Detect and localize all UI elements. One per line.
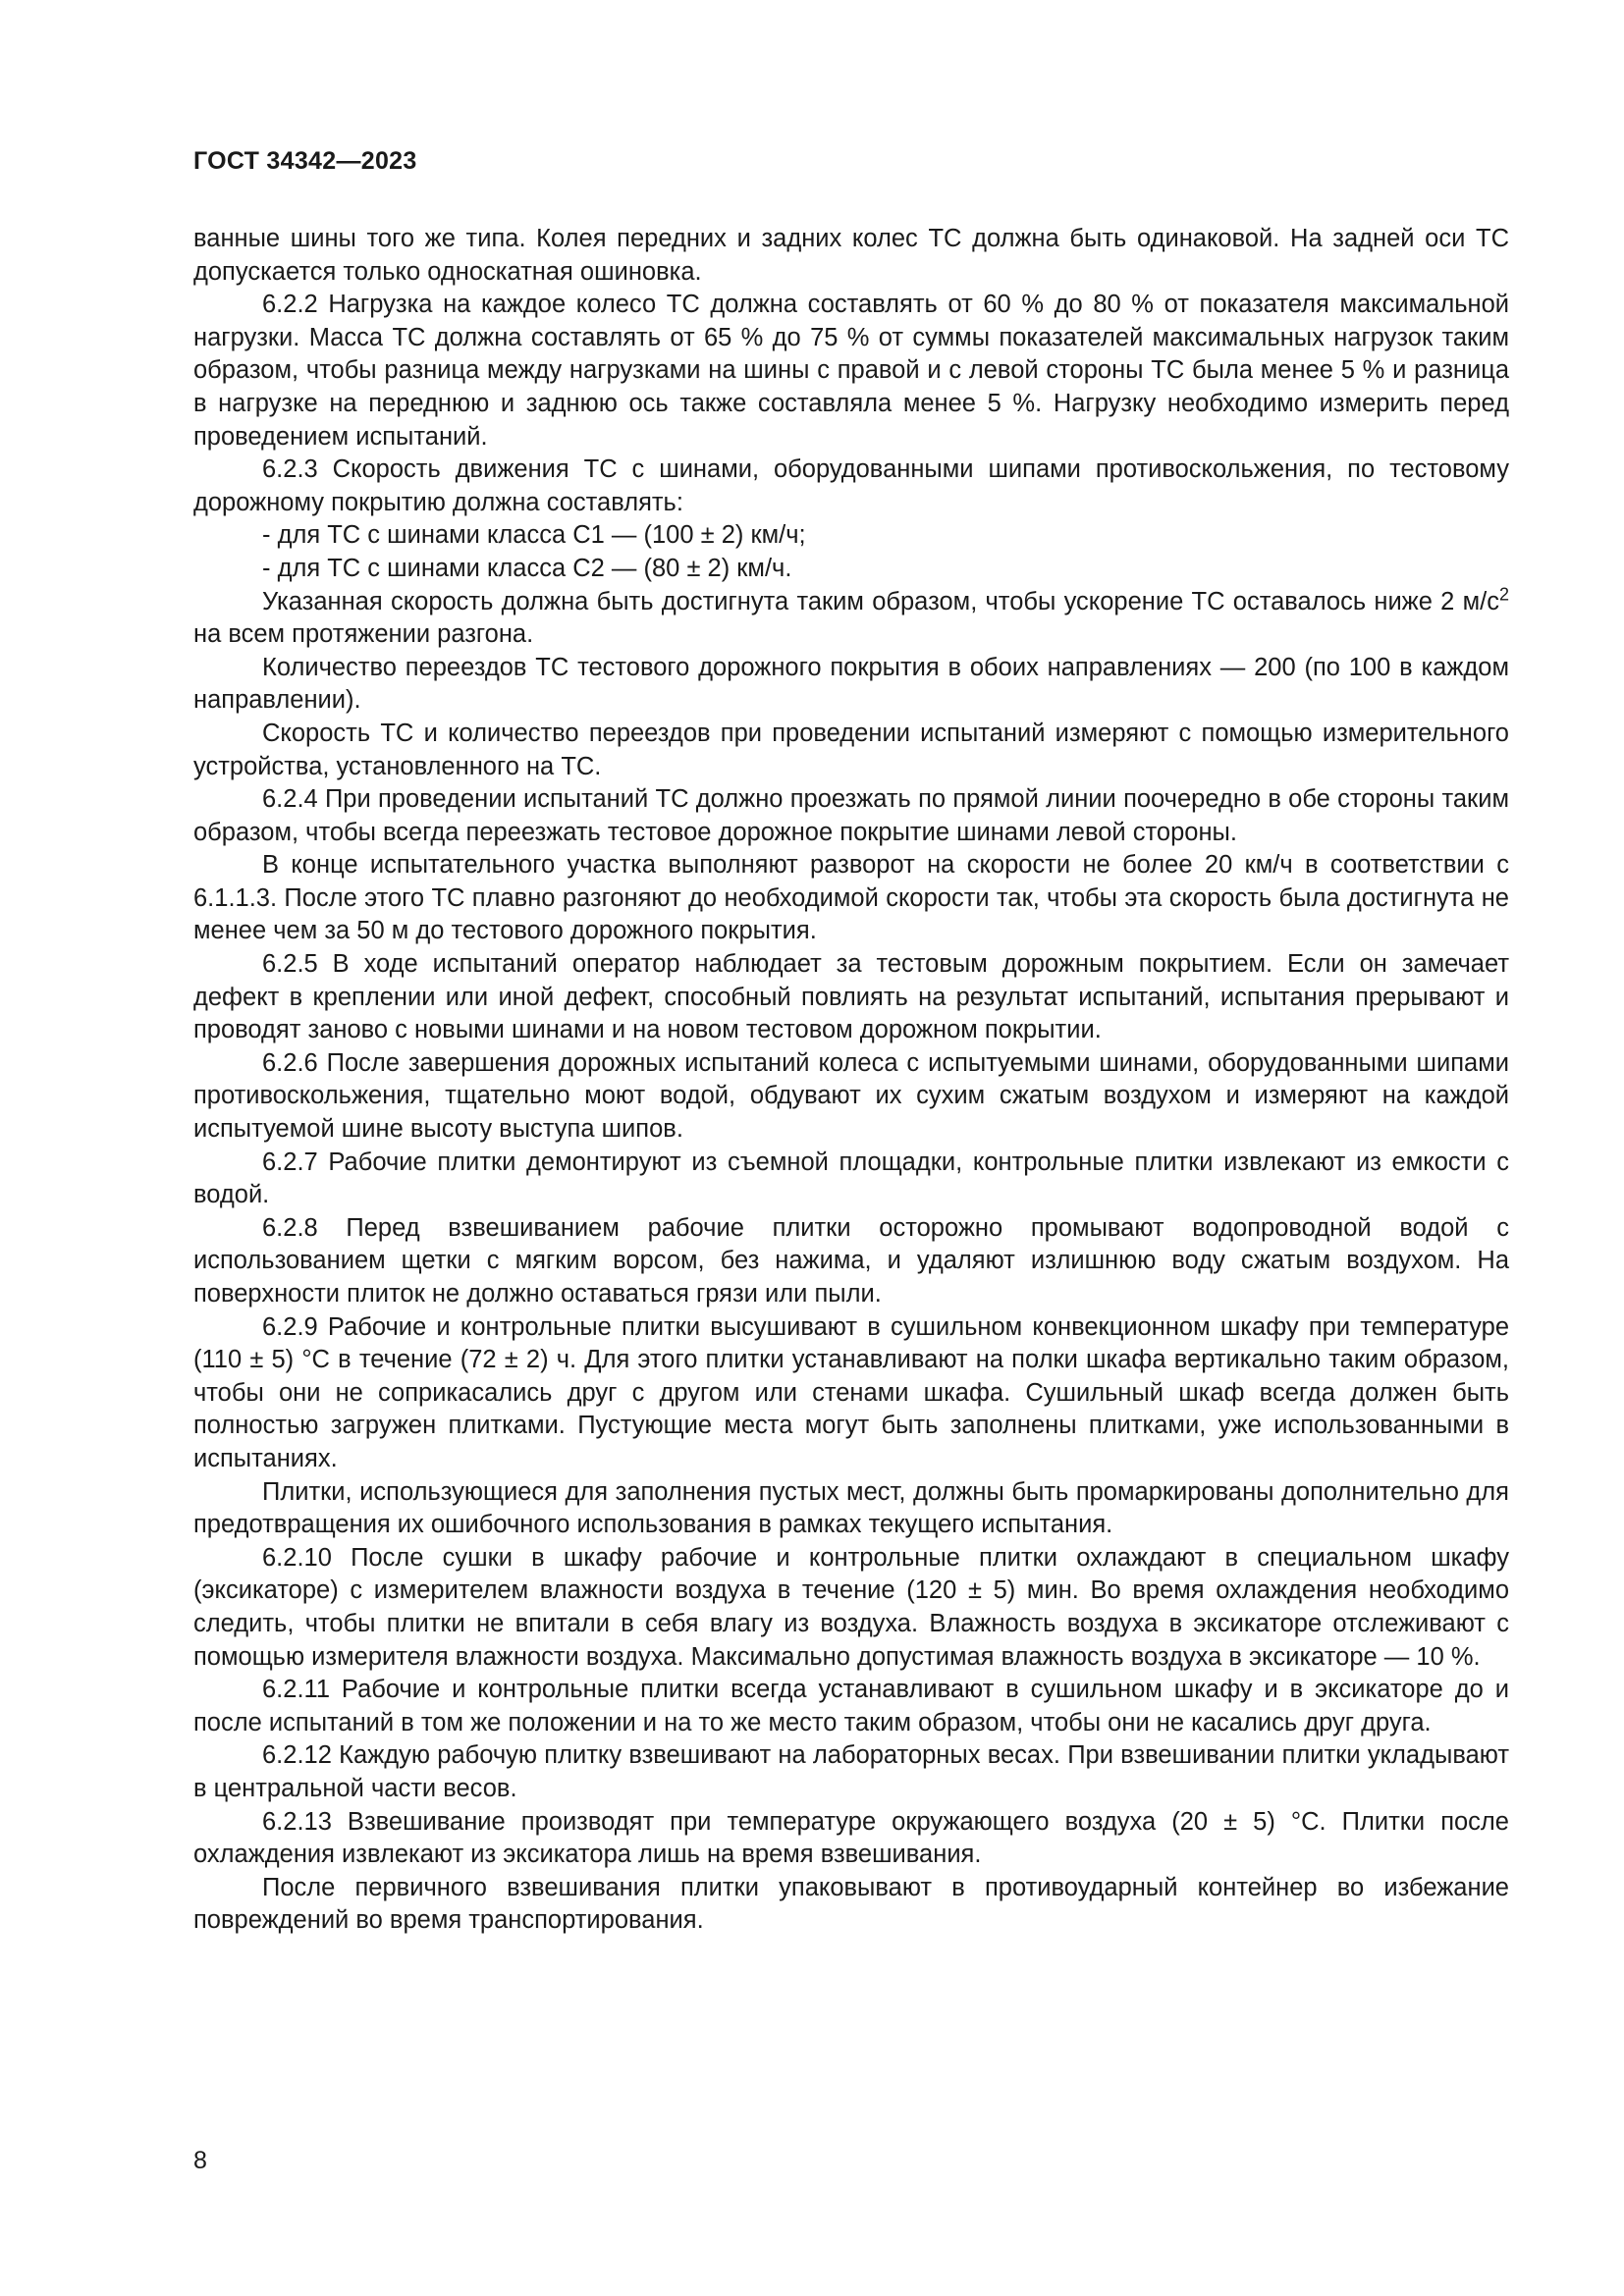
acceleration-text-end: на всем протяжении разгона. — [193, 620, 534, 649]
paragraph-6-2-10: 6.2.10 После сушки в шкафу рабочие и контрольные плитки охлаждают в специальном шкафу (эксикаторе) с измерителем влажности воздуха в течение (120 ± 5) мин. Во время охлаждения необходимо следить, чтобы плитки не впитали в себя влагу из воздуха. Влажность воздуха в эксикаторе отслеживают с помощью измерителя влажности воздуха. Максимально допустимая влажность воздуха в эксикаторе — 10 %. — [193, 1543, 1509, 1671]
paragraph-filler-tiles: Плитки, использующиеся для заполнения пустых мест, должны быть промаркированы дополнительно для предотвращения их ошибочного использования в рамках текущего испытания. — [193, 1477, 1509, 1539]
paragraph-6-2-5: 6.2.5 В ходе испытаний оператор наблюдает за тестовым дорожным покрытием. Если он замечает дефект в креплении или иной дефект, способный повлиять на результат испытаний, испытания прерывают и проводят заново с новыми шинами и на новом тестовом дорожном покрытии. — [193, 950, 1509, 1044]
list-item-c1: - для ТС с шинами класса С1 — (100 ± 2) км/ч; — [262, 521, 806, 550]
paragraph-6-2-7: 6.2.7 Рабочие плитки демонтируют из съемной площадки, контрольные плитки извлекают из емкости с водой. — [193, 1148, 1509, 1209]
paragraph-packaging: После первичного взвешивания плитки упаковывают в противоударный контейнер во избежание повреждений во время транспортирования. — [193, 1873, 1509, 1935]
paragraph-6-2-9: 6.2.9 Рабочие и контрольные плитки высушивают в сушильном конвекционном шкафу при температуре (110 ± 5) °С в течение (72 ± 2) ч. Для этого плитки устанавливают на полки шкафа вертикально таким образом, чтобы они не соприкасались друг с другом или стенами шкафа. Сушильный шкаф всегда должен быть полностью загружен плитками. Пустующие места могут быть заполнены плитками, уже использованными в испытаниях. — [193, 1312, 1509, 1472]
paragraph-6-2-12: 6.2.12 Каждую рабочую плитку взвешивают на лабораторных весах. При взвешивании плитки укладывают в центральной части весов. — [193, 1741, 1509, 1802]
paragraph-6-2-3: 6.2.3 Скорость движения ТС с шинами, оборудованными шипами противоскольжения, по тестовому дорожному покрытию должна составлять: — [193, 455, 1509, 516]
paragraph-acceleration — [193, 586, 1509, 652]
paragraph-passes-count: Количество переездов ТС тестового дорожного покрытия в обоих направлениях — 200 (по 100 в каждом направлении). — [193, 653, 1509, 715]
list-item-c2: - для ТС с шинами класса С2 — (80 ± 2) км/ч. — [262, 554, 792, 582]
paragraph-turnaround: В конце испытательного участка выполняют разворот на скорости не более 20 км/ч в соответствии с 6.1.1.3. После этого ТС плавно разгоняют до необходимой скорости так, чтобы эта скорость была достигнута не менее чем за 50 м до тестового дорожного покрытия. — [193, 851, 1509, 945]
page-number: 8 — [193, 2147, 207, 2174]
paragraph-6-2-8: 6.2.8 Перед взвешиванием рабочие плитки осторожно промывают водопроводной водой с использованием щетки с мягким ворсом, без нажима, и удаляют излишнюю воду сжатым воздухом. На поверхности плиток не должно оставаться грязи или пыли. — [193, 1213, 1509, 1308]
paragraph-measurement-device: Скорость ТС и количество переездов при проведении испытаний измеряют с помощью измерительного устройства, установленного на ТС. — [193, 719, 1509, 780]
superscript-2: 2 — [1498, 584, 1509, 605]
paragraph-6-2-4: 6.2.4 При проведении испытаний ТС должно проезжать по прямой линии поочередно в обе стороны таким образом, чтобы всегда переезжать тестовое дорожное покрытие шинами левой стороны. — [193, 785, 1509, 846]
paragraph-continuation: ванные шины того же типа. Колея передних и задних колес ТС должна быть одинаковой. На задней оси ТС допускается только односкатная ошиновка. — [193, 225, 1509, 286]
paragraph-6-2-6: 6.2.6 После завершения дорожных испытаний колеса с испытуемыми шинами, оборудованными шипами противоскольжения, тщательно моют водой, обдувают их сухим сжатым воздухом и измеряют на каждой испытуемой шине высоту выступа шипов. — [193, 1048, 1509, 1144]
paragraph-6-2-13: 6.2.13 Взвешивание производят при температуре окружающего воздуха (20 ± 5) °С. Плитки после охлаждения извлекают из эксикатора лишь на время взвешивания. — [193, 1807, 1509, 1869]
paragraph-6-2-2: 6.2.2 Нагрузка на каждое колесо ТС должна составлять от 60 % до 80 % от показателя максимальной нагрузки. Масса ТС должна составлять от 65 % до 75 % от суммы показателей максимальных нагрузок таким образом, чтобы разница между нагрузками на шины с правой и с левой стороны ТС была менее 5 % и разница в нагрузке на переднюю и заднюю ось также составляла менее 5 %. Нагрузку необходимо измерить перед проведением испытаний. — [193, 291, 1509, 451]
acceleration-text: Указанная скорость должна быть достигнута таким образом, чтобы ускорение ТС оставалось ниже 2 м/с — [262, 587, 1499, 615]
document-header: ГОСТ 34342—2023 — [193, 147, 417, 175]
document-body — [193, 223, 1509, 1938]
paragraph-6-2-11: 6.2.11 Рабочие и контрольные плитки всегда устанавливают в сушильном шкафу и в эксикаторе до и после испытаний в том же положении и на то же место таким образом, чтобы они не касались друг друга. — [193, 1676, 1509, 1736]
